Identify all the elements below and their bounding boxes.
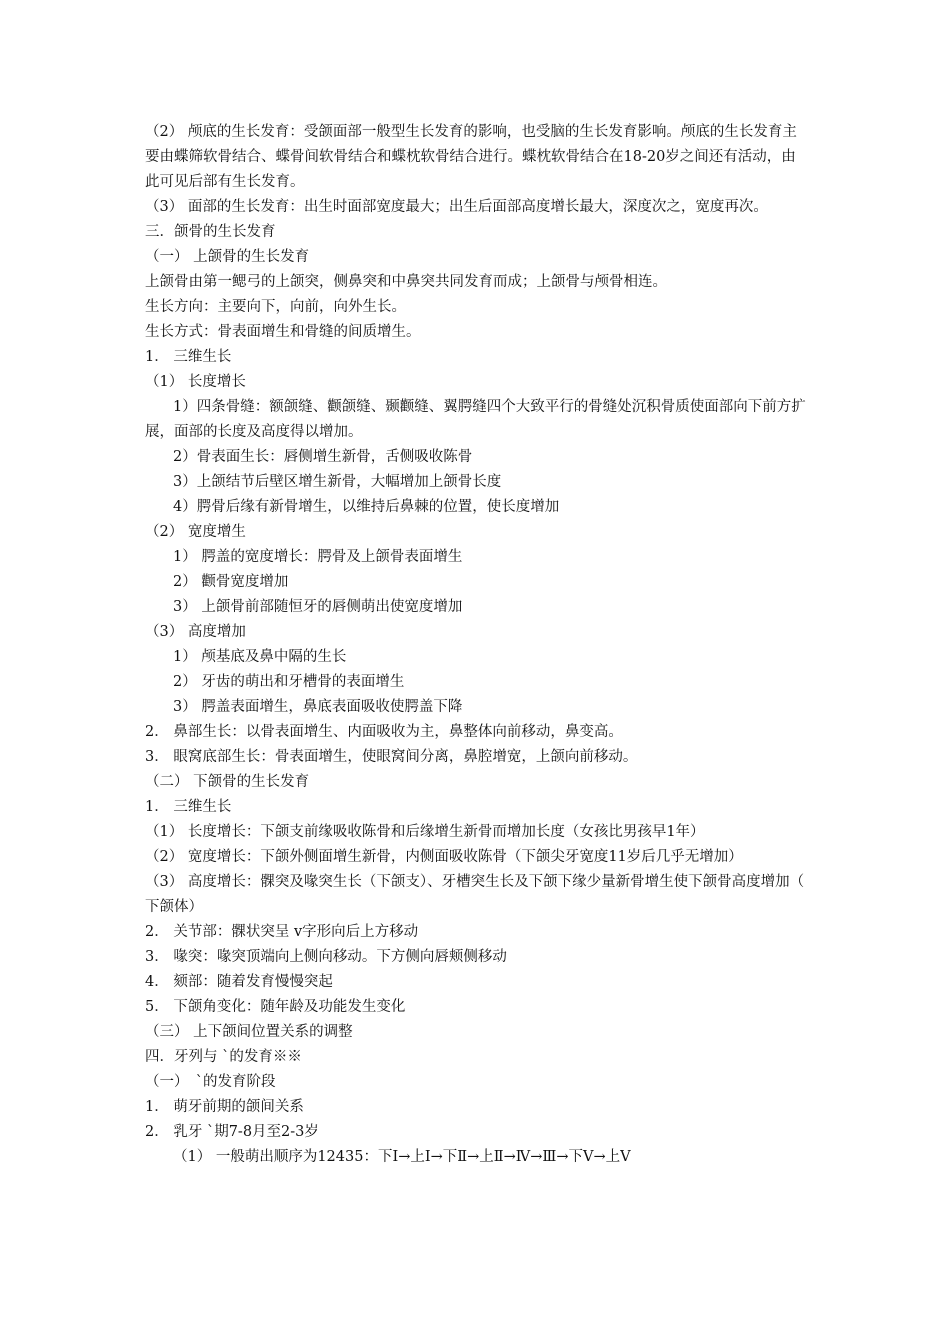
paragraph-face-growth: （3） 面部的生长发育：出生时面部宽度最大；出生后面部高度增长最大，深度次之，宽度再次。 xyxy=(145,199,768,215)
list-item-joint: 2． 关节部：髁状突呈 v字形向后上方移动 xyxy=(145,924,419,940)
list-item-mandible-angle: 5． 下颌角变化：随年龄及功能发生变化 xyxy=(145,999,406,1015)
list-item-chin: 4． 颏部：随着发育慢慢突起 xyxy=(145,974,333,990)
list-heading-width: （2） 宽度增生 xyxy=(145,524,246,540)
paragraph-growth-direction: 生长方向：主要向下，向前，向外生长。 xyxy=(145,299,406,315)
section-heading-jaw-growth: 三．颌骨的生长发育 xyxy=(145,224,276,240)
list-heading-height: （3） 高度增加 xyxy=(145,624,246,640)
list-item-orbit-growth: 3． 眼窝底部生长：骨表面增生，使眼窝间分离，鼻腔增宽，上颌向前移动。 xyxy=(145,749,638,765)
list-item-four-sutures: 1）四条骨缝：额颌缝、颧颌缝、颞颧缝、翼腭缝四个大致平行的骨缝处沉积骨质使面部向下前方扩展，面部的长度及高度得以增加。 xyxy=(145,399,806,440)
list-item-mandible-length: （1） 长度增长：下颌支前缘吸收陈骨和后缘增生新骨而增加长度（女孩比男孩早1年） xyxy=(145,824,705,840)
list-item-zygomatic: 2） 颧骨宽度增加 xyxy=(173,574,289,590)
document-body xyxy=(145,120,810,1170)
subsection-heading-mandible: （二） 下颌骨的生长发育 xyxy=(145,774,310,790)
list-heading-length: （1） 长度增长 xyxy=(145,374,246,390)
list-item-bone-surface: 2）骨表面生长：唇侧增生新骨，舌侧吸收陈骨 xyxy=(173,449,473,465)
list-item-mandible-height: （3） 高度增长：髁突及喙突生长（下颌支）、牙槽突生长及下颌下缘少量新骨增生使下颌骨高度增加（下颌体） xyxy=(145,874,805,915)
paragraph-growth-mode: 生长方式：骨表面增生和骨缝的间质增生。 xyxy=(145,324,421,340)
list-item-palate-descend: 3） 腭盖表面增生，鼻底表面吸收使腭盖下降 xyxy=(173,699,463,715)
list-item-mandible-width: （2） 宽度增长：下颌外侧面增生新骨，内侧面吸收陈骨（下颌尖牙宽度11岁后几乎无增加） xyxy=(145,849,743,865)
list-item-palate-width: 1） 腭盖的宽度增长：腭骨及上颌骨表面增生 xyxy=(173,549,463,565)
list-item-primary-dentition: 2． 乳牙 `期7-8月至2-3岁 xyxy=(145,1124,319,1140)
list-item-palatine: 4）腭骨后缘有新骨增生，以维持后鼻棘的位置，使长度增加 xyxy=(173,499,560,515)
paragraph-skull-base: （2） 颅底的生长发育：受颌面部一般型生长发育的影响，也受脑的生长发育影响。颅底的生长发育主要由蝶筛软骨结合、蝶骨间软骨结合和蝶枕软骨结合进行。蝶枕软骨结合在18-20岁之间还有活动，由此可见后部有生长发育。 xyxy=(145,124,797,190)
list-heading-mandible-3d: 1． 三维生长 xyxy=(145,799,232,815)
list-item-tooth-eruption: 2） 牙齿的萌出和牙槽骨的表面增生 xyxy=(173,674,405,690)
subsection-heading-stages: （一） `的发育阶段 xyxy=(145,1074,276,1090)
paragraph-maxilla-origin: 上颌骨由第一鳃弓的上颌突，侧鼻突和中鼻突共同发育而成；上颌骨与颅骨相连。 xyxy=(145,274,667,290)
list-item-nasal-growth: 2． 鼻部生长：以骨表面增生、内面吸收为主，鼻整体向前移动，鼻变高。 xyxy=(145,724,623,740)
subsection-heading-jaw-relation: （三） 上下颌间位置关系的调整 xyxy=(145,1024,353,1040)
section-heading-dentition: 四．牙列与 `的发育※※ xyxy=(145,1049,302,1065)
list-item-eruption-order: （1） 一般萌出顺序为12435：下Ⅰ→上Ⅰ→下Ⅱ→上Ⅱ→Ⅳ→Ⅲ→下Ⅴ→上Ⅴ xyxy=(173,1149,631,1165)
list-item-tuberosity: 3）上颌结节后壁区增生新骨，大幅增加上颌骨长度 xyxy=(173,474,502,490)
list-item-cranial-base: 1） 颅基底及鼻中隔的生长 xyxy=(173,649,347,665)
list-heading-3d-growth: 1． 三维生长 xyxy=(145,349,232,365)
list-item-coronoid: 3． 喙突：喙突顶端向上侧向移动。下方侧向唇颊侧移动 xyxy=(145,949,507,965)
list-item-anterior-maxilla: 3） 上颌骨前部随恒牙的唇侧萌出使宽度增加 xyxy=(173,599,463,615)
subsection-heading-maxilla: （一） 上颌骨的生长发育 xyxy=(145,249,310,265)
list-item-pre-eruption: 1． 萌牙前期的颌间关系 xyxy=(145,1099,304,1115)
